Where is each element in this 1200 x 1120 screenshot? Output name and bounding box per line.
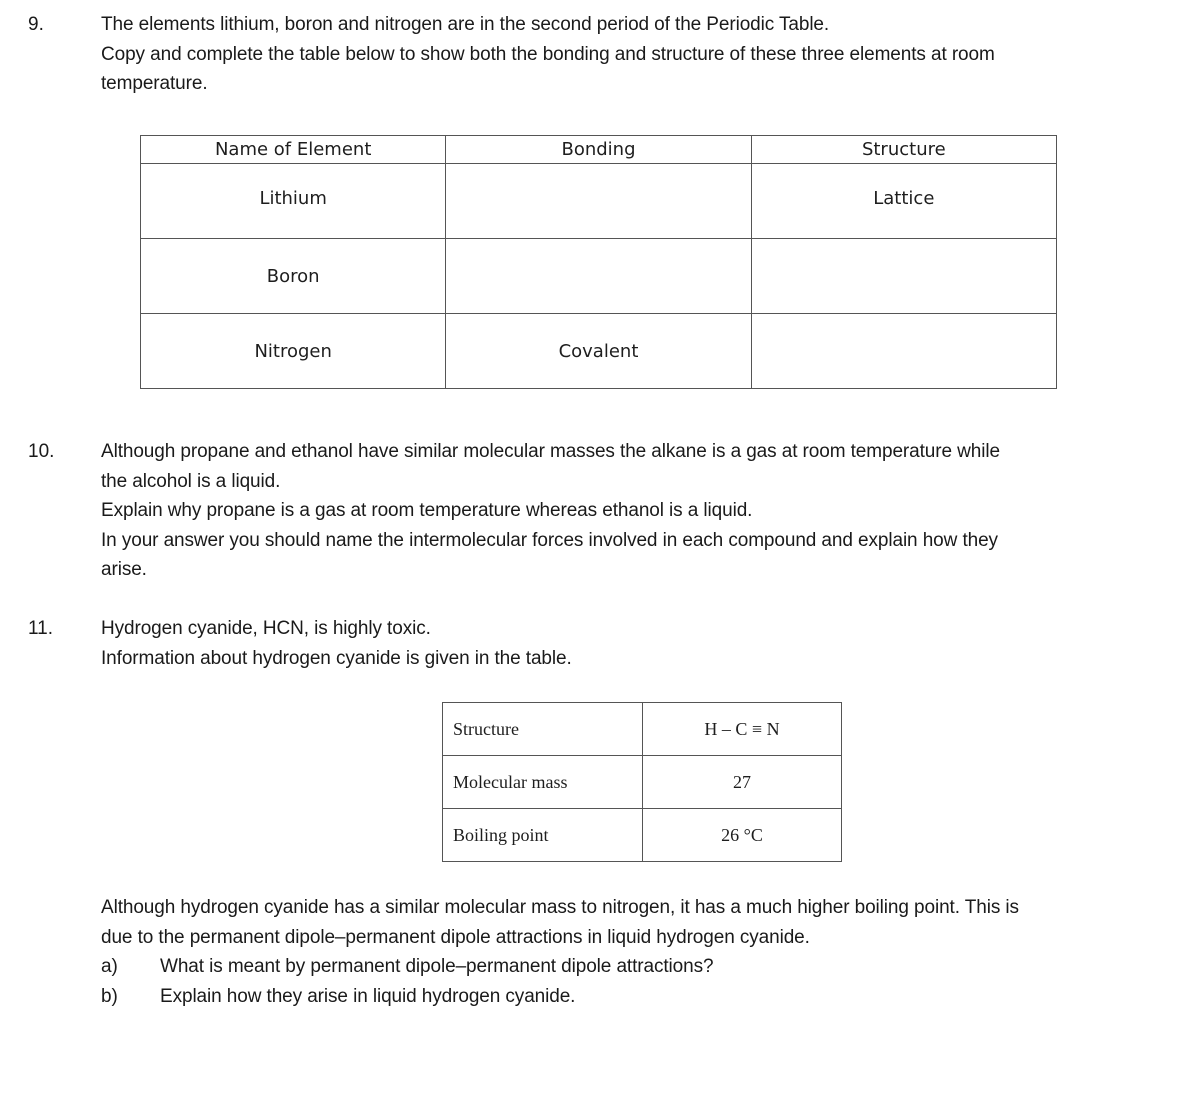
elements-bonding-table (140, 135, 1057, 389)
header-name-of-element: Name of Element (141, 136, 446, 164)
question-10-line: In your answer you should name the intermolecular forces involved in each compound and explain how they (101, 529, 998, 551)
question-10-line: the alcohol is a liquid. (101, 470, 281, 492)
cell-label-boiling-point: Boiling point (443, 809, 643, 862)
sub-question-text: Explain how they arise in liquid hydrogen cyanide. (160, 985, 576, 1007)
cell-element: Nitrogen (141, 314, 446, 389)
table-row (141, 314, 1057, 389)
table-row (443, 809, 842, 862)
table-row (141, 239, 1057, 314)
question-11-number: 11. (28, 618, 54, 639)
cell-element: Lithium (141, 164, 446, 239)
question-11-text (101, 614, 572, 673)
hcn-info-table (442, 702, 842, 862)
question-9-line: Copy and complete the table below to show both the bonding and structure of these three elements at room (101, 43, 995, 65)
sub-question-b (101, 982, 1019, 1012)
question-9-line: The elements lithium, boron and nitrogen are in the second period of the Periodic Table. (101, 14, 830, 35)
sub-question-label: a) (101, 956, 118, 977)
question-10-line: arise. (101, 559, 147, 580)
question-11-line: Hydrogen cyanide, HCN, is highly toxic. (101, 618, 431, 639)
cell-value-structure: H – C ≡ N (643, 703, 842, 756)
sub-question-a (101, 952, 1019, 982)
cell-bonding (446, 164, 751, 239)
question-9-line: temperature. (101, 73, 208, 94)
cell-value-molecular-mass: 27 (643, 756, 842, 809)
question-11-followup (101, 893, 1019, 1011)
sub-question-label: b) (101, 985, 118, 1007)
cell-value-boiling-point: 26 °C (643, 809, 842, 862)
question-11-line: Information about hydrogen cyanide is given in the table. (101, 647, 572, 669)
question-11-followup-line: due to the permanent dipole–permanent dipole attractions in liquid hydrogen cyanide. (101, 926, 810, 948)
cell-element: Boron (141, 239, 446, 314)
question-10-line: Explain why propane is a gas at room temperature whereas ethanol is a liquid. (101, 500, 753, 521)
sub-question-text: What is meant by permanent dipole–permanent dipole attractions? (160, 956, 714, 977)
cell-structure: Lattice (751, 164, 1056, 239)
question-10-text (101, 437, 1000, 585)
table-row (141, 164, 1057, 239)
cell-bonding: Covalent (446, 314, 751, 389)
table-row (443, 703, 842, 756)
question-10-line: Although propane and ethanol have similar molecular masses the alkane is a gas at room temperature while (101, 441, 1000, 462)
header-bonding: Bonding (446, 136, 751, 164)
cell-structure (751, 239, 1056, 314)
cell-label-molecular-mass: Molecular mass (443, 756, 643, 809)
question-10-number: 10. (28, 441, 55, 462)
table-header-row (141, 136, 1057, 164)
question-11-followup-line: Although hydrogen cyanide has a similar molecular mass to nitrogen, it has a much higher boiling point. This is (101, 897, 1019, 918)
question-9-text (101, 10, 995, 99)
cell-label-structure: Structure (443, 703, 643, 756)
cell-structure (751, 314, 1056, 389)
question-9-number: 9. (28, 14, 44, 35)
table-row (443, 756, 842, 809)
cell-bonding (446, 239, 751, 314)
header-structure: Structure (751, 136, 1056, 164)
